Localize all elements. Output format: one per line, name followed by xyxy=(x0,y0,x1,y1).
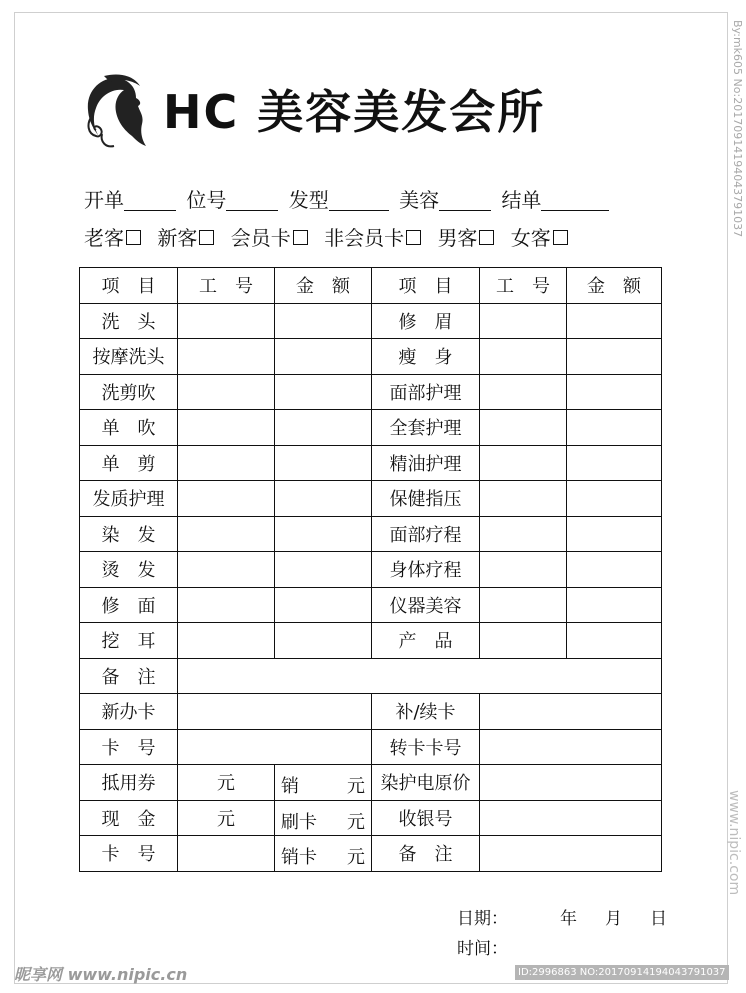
item-label: 按摩洗头 xyxy=(80,339,178,375)
table-row xyxy=(80,339,662,375)
table-row xyxy=(80,481,662,517)
new-card-label: 新办卡 xyxy=(80,694,178,730)
field-label: 美容 xyxy=(399,188,440,212)
voucher-row xyxy=(80,765,662,801)
transfer-card-label: 转卡卡号 xyxy=(372,729,480,765)
cashier-no-input[interactable] xyxy=(480,800,662,836)
swipe-amount[interactable] xyxy=(275,800,372,836)
input-cell[interactable] xyxy=(480,410,567,446)
order-fields-row xyxy=(84,184,613,213)
checkbox-label: 非会员卡 xyxy=(324,226,405,250)
remark-row xyxy=(80,658,662,694)
field-label: 位号 xyxy=(186,188,227,212)
item-label: 洗剪吹 xyxy=(80,374,178,410)
checkbox[interactable] xyxy=(293,230,308,245)
table-row xyxy=(80,623,662,659)
input-cell[interactable] xyxy=(178,552,275,588)
input-cell[interactable] xyxy=(275,410,372,446)
table-row xyxy=(80,552,662,588)
cash-row xyxy=(80,800,662,836)
item-label: 修 眉 xyxy=(372,303,480,339)
item-label: 产 品 xyxy=(372,623,480,659)
checkbox[interactable] xyxy=(479,230,494,245)
watermark-side-site: www.nipic.com xyxy=(726,790,742,896)
item-label: 烫 发 xyxy=(80,552,178,588)
item-label: 瘦 身 xyxy=(372,339,480,375)
voucher-label: 抵用券 xyxy=(80,765,178,801)
input-cell[interactable] xyxy=(178,410,275,446)
woman-silhouette-logo-icon xyxy=(80,72,152,152)
field-blank[interactable] xyxy=(329,192,389,211)
item-label: 全套护理 xyxy=(372,410,480,446)
input-cell[interactable] xyxy=(567,410,662,446)
input-cell[interactable] xyxy=(275,445,372,481)
dye-price-label: 染护电原价 xyxy=(372,765,480,801)
table-row xyxy=(80,410,662,446)
item-label: 身体疗程 xyxy=(372,552,480,588)
checkbox-label: 女客 xyxy=(510,226,551,250)
renew-card-input[interactable] xyxy=(480,694,662,730)
card-no-label-2: 卡 号 xyxy=(80,836,178,872)
checkbox[interactable] xyxy=(199,230,214,245)
input-cell[interactable] xyxy=(567,303,662,339)
watermark-id: ID:2996863 NO:20170914194043791037 xyxy=(515,965,729,980)
card-no-label: 卡 号 xyxy=(80,729,178,765)
input-cell[interactable] xyxy=(178,303,275,339)
sell-amount[interactable] xyxy=(275,765,372,801)
input-cell[interactable] xyxy=(275,303,372,339)
watermark-site: 昵享网 www.nipic.cn xyxy=(14,965,188,984)
item-label: 修 面 xyxy=(80,587,178,623)
yuan-unit: 元 xyxy=(347,847,365,868)
yuan-unit: 元 xyxy=(347,811,365,833)
input-cell[interactable] xyxy=(275,516,372,552)
column-header: 金 额 xyxy=(275,268,372,304)
card-no-input[interactable] xyxy=(178,729,372,765)
checkbox[interactable] xyxy=(126,230,141,245)
remark-label: 备 注 xyxy=(80,658,178,694)
input-cell[interactable] xyxy=(480,516,567,552)
transfer-card-input[interactable] xyxy=(480,729,662,765)
cancel-card-amount[interactable] xyxy=(275,836,372,872)
table-row xyxy=(80,587,662,623)
input-cell[interactable] xyxy=(567,481,662,517)
checkbox-label: 男客 xyxy=(437,226,478,250)
time-label: 时间： xyxy=(457,939,508,959)
table-row xyxy=(80,374,662,410)
input-cell[interactable] xyxy=(178,623,275,659)
item-label: 精油护理 xyxy=(372,445,480,481)
table-header-row xyxy=(80,268,662,304)
input-cell[interactable] xyxy=(275,339,372,375)
new-card-input[interactable] xyxy=(178,694,372,730)
input-cell[interactable] xyxy=(275,374,372,410)
remark-label-2: 备 注 xyxy=(372,836,480,872)
input-cell[interactable] xyxy=(567,587,662,623)
input-cell[interactable] xyxy=(567,516,662,552)
input-cell[interactable] xyxy=(275,587,372,623)
card-no-row xyxy=(80,729,662,765)
field-label: 发型 xyxy=(288,188,329,212)
cash-amount[interactable]: 元 xyxy=(178,800,275,836)
item-label: 面部疗程 xyxy=(372,516,480,552)
input-cell[interactable] xyxy=(480,374,567,410)
swipe-label: 刷卡 xyxy=(281,811,317,833)
card-row xyxy=(80,694,662,730)
field-blank[interactable] xyxy=(226,192,278,211)
input-cell[interactable] xyxy=(178,481,275,517)
input-cell[interactable] xyxy=(480,339,567,375)
page-title: HC 美容美发会所 xyxy=(163,85,546,139)
item-label: 保健指压 xyxy=(372,481,480,517)
date-label: 日期： xyxy=(457,909,508,929)
watermark-side: By:mk605 No:20170914194043791037 xyxy=(731,20,744,238)
customer-type-row xyxy=(84,222,578,251)
table-row xyxy=(80,516,662,552)
cash-label: 现 金 xyxy=(80,800,178,836)
item-label: 挖 耳 xyxy=(80,623,178,659)
input-cell[interactable] xyxy=(275,481,372,517)
input-cell[interactable] xyxy=(480,445,567,481)
item-label: 面部护理 xyxy=(372,374,480,410)
input-cell[interactable] xyxy=(275,552,372,588)
input-cell[interactable] xyxy=(480,552,567,588)
card-cancel-row xyxy=(80,836,662,872)
input-cell[interactable] xyxy=(567,445,662,481)
remark-input-2[interactable] xyxy=(480,836,662,872)
day-label: 日 xyxy=(650,909,667,929)
field-blank[interactable] xyxy=(124,192,176,211)
checkbox[interactable] xyxy=(406,230,421,245)
input-cell[interactable] xyxy=(480,587,567,623)
column-header: 工 号 xyxy=(178,268,275,304)
input-cell[interactable] xyxy=(178,445,275,481)
input-cell[interactable] xyxy=(275,623,372,659)
column-header: 项 目 xyxy=(80,268,178,304)
item-label: 发质护理 xyxy=(80,481,178,517)
input-cell[interactable] xyxy=(480,303,567,339)
item-label: 单 剪 xyxy=(80,445,178,481)
cashier-no-label: 收银号 xyxy=(372,800,480,836)
item-label: 染 发 xyxy=(80,516,178,552)
checkbox[interactable] xyxy=(553,230,568,245)
service-table xyxy=(79,267,662,872)
remark-input[interactable] xyxy=(178,658,662,694)
input-cell[interactable] xyxy=(567,552,662,588)
month-label: 月 xyxy=(605,909,622,929)
dye-price-input[interactable] xyxy=(480,765,662,801)
table-row xyxy=(80,445,662,481)
voucher-amount[interactable]: 元 xyxy=(178,765,275,801)
card-no-input-2[interactable] xyxy=(178,836,275,872)
input-cell[interactable] xyxy=(178,587,275,623)
field-blank[interactable] xyxy=(439,192,491,211)
column-header: 项 目 xyxy=(372,268,480,304)
input-cell[interactable] xyxy=(567,374,662,410)
input-cell[interactable] xyxy=(178,374,275,410)
item-label: 仪器美容 xyxy=(372,587,480,623)
item-label: 洗 头 xyxy=(80,303,178,339)
field-label: 结单 xyxy=(501,188,542,212)
input-cell[interactable] xyxy=(567,623,662,659)
input-cell[interactable] xyxy=(480,481,567,517)
input-cell[interactable] xyxy=(178,516,275,552)
time-line xyxy=(457,934,508,959)
renew-card-label: 补/续卡 xyxy=(372,694,480,730)
date-line xyxy=(457,904,667,929)
checkbox-label: 老客 xyxy=(84,226,124,250)
field-blank[interactable] xyxy=(541,192,609,211)
item-label: 单 吹 xyxy=(80,410,178,446)
column-header: 工 号 xyxy=(480,268,567,304)
yuan-unit: 元 xyxy=(347,776,365,797)
input-cell[interactable] xyxy=(567,339,662,375)
sell-label: 销 xyxy=(281,776,299,797)
table-row xyxy=(80,303,662,339)
checkbox-label: 新客 xyxy=(157,226,198,250)
column-header: 金 额 xyxy=(567,268,662,304)
input-cell[interactable] xyxy=(480,623,567,659)
checkbox-label: 会员卡 xyxy=(230,226,291,250)
field-label: 开单 xyxy=(84,188,124,212)
year-label: 年 xyxy=(560,909,577,929)
input-cell[interactable] xyxy=(178,339,275,375)
cancel-card-label: 销卡 xyxy=(281,847,317,868)
